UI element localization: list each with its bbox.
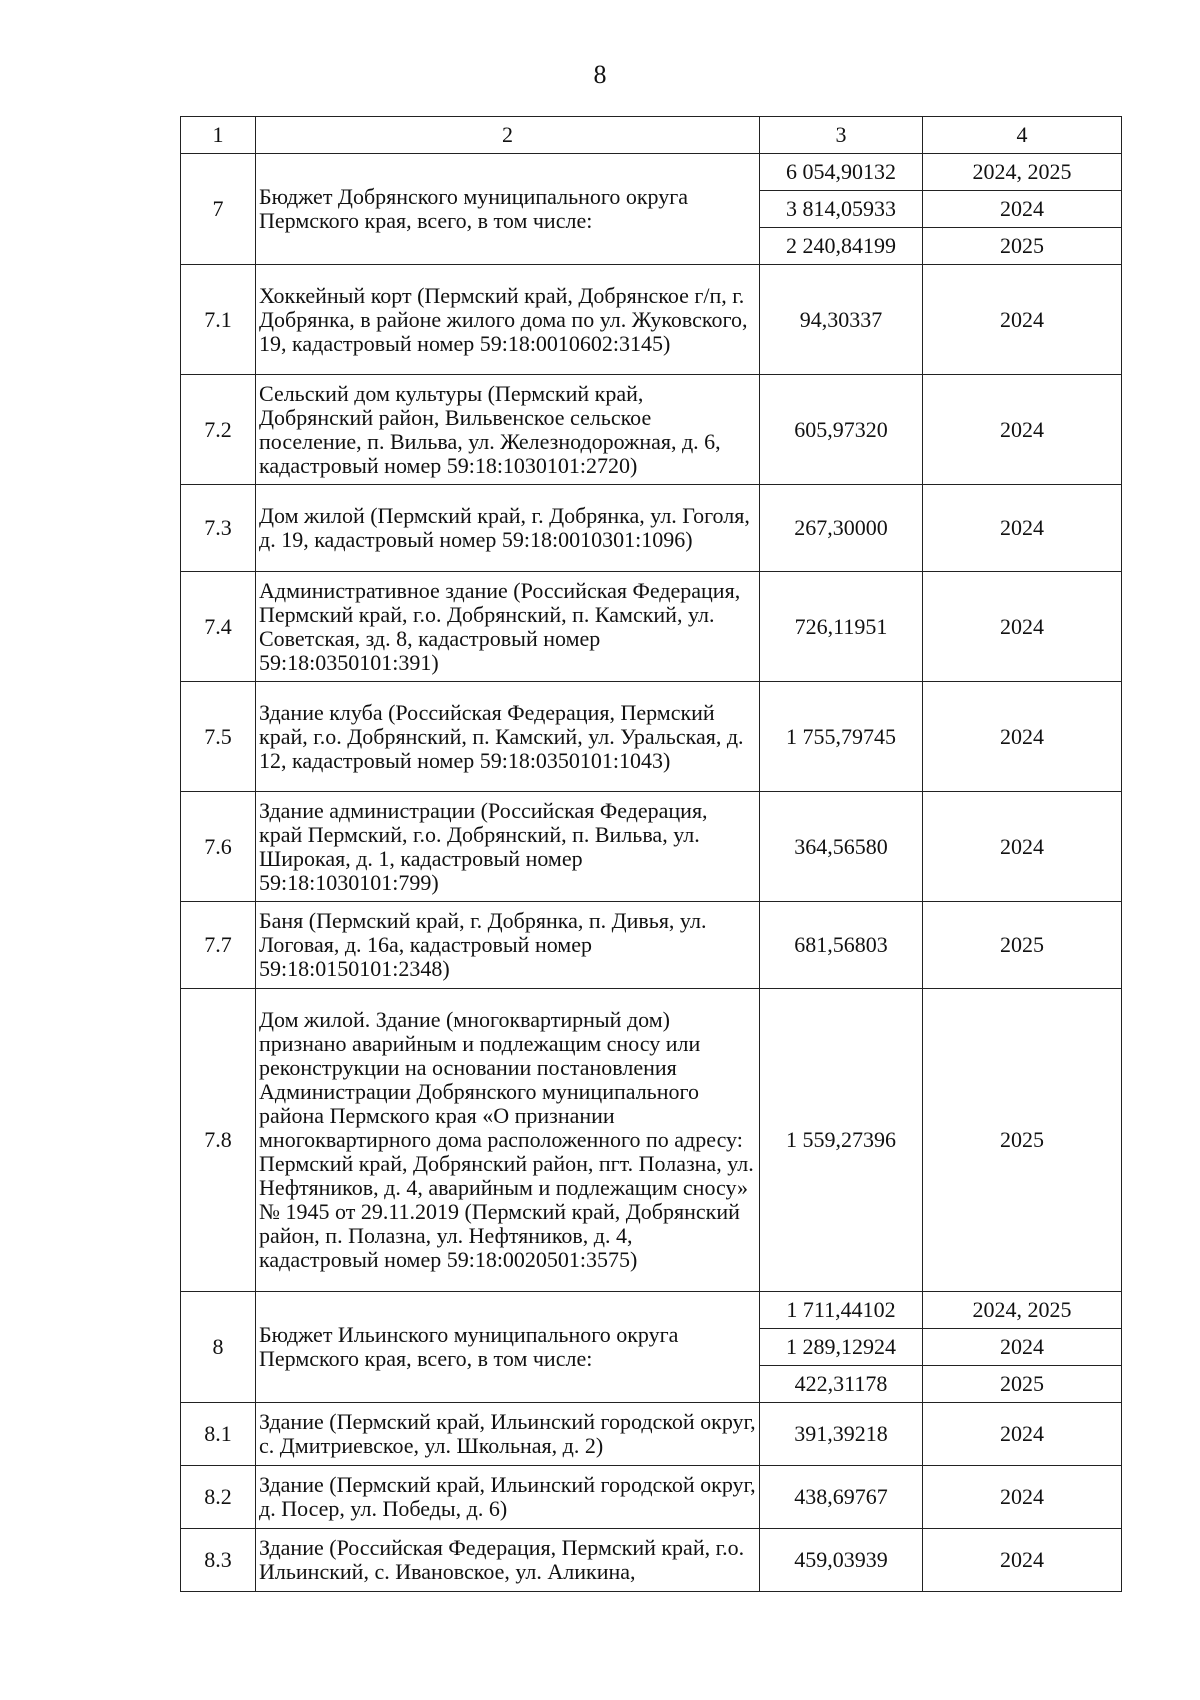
row-description: Дом жилой (Пермский край, г. Добрянка, ул. Гоголя, д. 19, кадастровый номер 59:18:0010301:1096)	[256, 485, 760, 572]
table-row	[181, 485, 1122, 572]
row-year: 2025	[923, 989, 1122, 1292]
table-row	[181, 1292, 1122, 1329]
row-number: 8.3	[181, 1529, 256, 1592]
row-amount: 6 054,90132	[760, 154, 923, 191]
row-amount: 267,30000	[760, 485, 923, 572]
table-row	[181, 1529, 1122, 1592]
row-description: Здание (Пермский край, Ильинский городской округ, д. Посер, ул. Победы, д. 6)	[256, 1466, 760, 1529]
table-row	[181, 682, 1122, 792]
row-year: 2024	[923, 375, 1122, 485]
row-year: 2024, 2025	[923, 154, 1122, 191]
row-description: Здание (Пермский край, Ильинский городской округ, с. Дмитриевское, ул. Школьная, д. 2)	[256, 1403, 760, 1466]
row-amount: 1 711,44102	[760, 1292, 923, 1329]
row-number: 7.7	[181, 902, 256, 989]
row-year: 2025	[923, 228, 1122, 265]
row-number: 7	[181, 154, 256, 265]
row-number: 7.1	[181, 265, 256, 375]
table-row	[181, 989, 1122, 1292]
row-amount: 3 814,05933	[760, 191, 923, 228]
row-year: 2025	[923, 902, 1122, 989]
row-description: Здание (Российская Федерация, Пермский край, г.о. Ильинский, с. Ивановское, ул. Аликина,	[256, 1529, 760, 1592]
row-year: 2024	[923, 1403, 1122, 1466]
table-row	[181, 792, 1122, 902]
table-row	[181, 265, 1122, 375]
header-cell-4: 4	[923, 117, 1122, 154]
row-amount: 2 240,84199	[760, 228, 923, 265]
row-amount: 1 559,27396	[760, 989, 923, 1292]
row-amount: 391,39218	[760, 1403, 923, 1466]
row-number: 7.6	[181, 792, 256, 902]
row-amount: 438,69767	[760, 1466, 923, 1529]
table-header-row	[181, 117, 1122, 154]
page-number: 8	[593, 60, 607, 89]
row-number: 7.5	[181, 682, 256, 792]
row-description: Здание клуба (Российская Федерация, Пермский край, г.о. Добрянский, п. Камский, ул. Уральская, д. 12, кадастровый номер 59:18:0350101:1043)	[256, 682, 760, 792]
row-description: Сельский дом культуры (Пермский край, Добрянский район, Вильвенское сельское поселение, п. Вильва, ул. Железнодорожная, д. 6, кадастровый номер 59:18:1030101:2720)	[256, 375, 760, 485]
table-row	[181, 375, 1122, 485]
row-year: 2024	[923, 265, 1122, 375]
row-year: 2024	[923, 1466, 1122, 1529]
row-number: 7.8	[181, 989, 256, 1292]
row-description: Бюджет Ильинского муниципального округа Пермского края, всего, в том числе:	[256, 1292, 760, 1403]
table-row	[181, 572, 1122, 682]
row-amount: 681,56803	[760, 902, 923, 989]
row-year: 2025	[923, 1366, 1122, 1403]
row-amount: 726,11951	[760, 572, 923, 682]
row-description: Здание администрации (Российская Федерация, край Пермский, г.о. Добрянский, п. Вильва, ул. Широкая, д. 1, кадастровый номер 59:18:1030101:799)	[256, 792, 760, 902]
row-year: 2024	[923, 485, 1122, 572]
row-amount: 1 289,12924	[760, 1329, 923, 1366]
row-year: 2024	[923, 1529, 1122, 1592]
row-year: 2024	[923, 572, 1122, 682]
row-description: Дом жилой. Здание (многоквартирный дом) признано аварийным и подлежащим сносу или реконструкции на основании постановления Администрации Добрянского муниципального района Пермского края «О признании многоквартирного дома расположенного по адресу: Пермский край, Добрянский район, пгт. Полазна, ул. Нефтяников, д. 4, аварийным и подлежащим сносу» № 1945 от 29.11.2019 (Пермский край, Добрянский район, п. Полазна, ул. Нефтяников, д. 4, кадастровый номер 59:18:0020501:3575)	[256, 989, 760, 1292]
row-number: 8.1	[181, 1403, 256, 1466]
row-year: 2024	[923, 682, 1122, 792]
row-amount: 422,31178	[760, 1366, 923, 1403]
row-description: Баня (Пермский край, г. Добрянка, п. Дивья, ул. Логовая, д. 16а, кадастровый номер 59:18:0150101:2348)	[256, 902, 760, 989]
row-number: 8	[181, 1292, 256, 1403]
row-amount: 364,56580	[760, 792, 923, 902]
header-cell-1: 1	[181, 117, 256, 154]
table-row	[181, 154, 1122, 191]
row-amount: 605,97320	[760, 375, 923, 485]
row-description: Административное здание (Российская Федерация, Пермский край, г.о. Добрянский, п. Камский, ул. Советская, зд. 8, кадастровый номер 59:18:0350101:391)	[256, 572, 760, 682]
header-cell-3: 3	[760, 117, 923, 154]
row-year: 2024, 2025	[923, 1292, 1122, 1329]
row-number: 8.2	[181, 1466, 256, 1529]
header-cell-2: 2	[256, 117, 760, 154]
row-description: Хоккейный корт (Пермский край, Добрянское г/п, г. Добрянка, в районе жилого дома по ул. Жуковского, 19, кадастровый номер 59:18:0010602:3145)	[256, 265, 760, 375]
row-year: 2024	[923, 792, 1122, 902]
row-number: 7.2	[181, 375, 256, 485]
table-row	[181, 1403, 1122, 1466]
row-amount: 94,30337	[760, 265, 923, 375]
table-row	[181, 902, 1122, 989]
row-number: 7.4	[181, 572, 256, 682]
row-year: 2024	[923, 191, 1122, 228]
table-row	[181, 1466, 1122, 1529]
row-description: Бюджет Добрянского муниципального округа Пермского края, всего, в том числе:	[256, 154, 760, 265]
row-number: 7.3	[181, 485, 256, 572]
row-year: 2024	[923, 1329, 1122, 1366]
row-amount: 1 755,79745	[760, 682, 923, 792]
budget-table	[180, 116, 1122, 1592]
row-amount: 459,03939	[760, 1529, 923, 1592]
